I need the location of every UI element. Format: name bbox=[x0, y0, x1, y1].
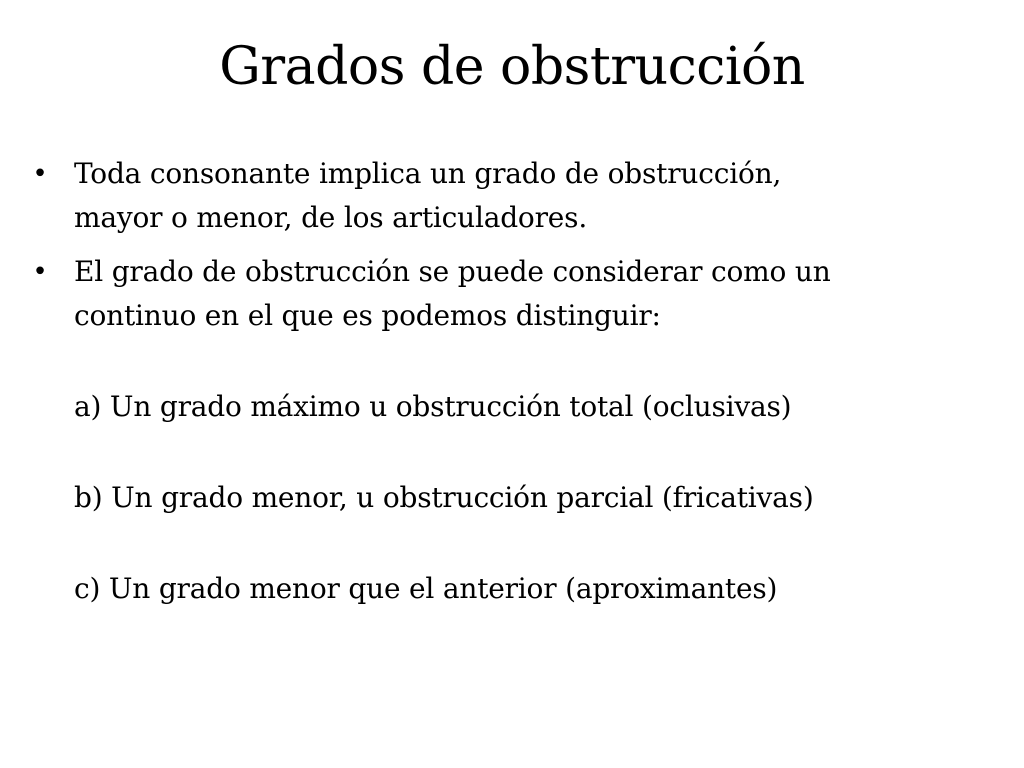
sub-item-oclusivas: a) Un grado máximo u obstrucción total (oclusivas) bbox=[74, 390, 792, 423]
bullet-marker: • bbox=[32, 159, 48, 189]
bullet-marker: • bbox=[32, 257, 48, 287]
sub-item-fricativas: b) Un grado menor, u obstrucción parcial (fricativas) bbox=[74, 481, 814, 514]
sub-item-list bbox=[74, 385, 1020, 611]
bullet-item bbox=[28, 152, 1020, 240]
bullet-text: El grado de obstrucción se puede considerar como un continuo en el que es podemos distinguir: bbox=[74, 255, 831, 332]
bullet-item bbox=[28, 250, 1020, 611]
bullet-list bbox=[28, 152, 1020, 621]
slide-title: Grados de obstrucción bbox=[219, 37, 805, 97]
bullet-text: Toda consonante implica un grado de obstrucción, mayor o menor, de los articuladores. bbox=[74, 157, 782, 234]
sub-item-aproximantes: c) Un grado menor que el anterior (aproximantes) bbox=[74, 572, 778, 605]
